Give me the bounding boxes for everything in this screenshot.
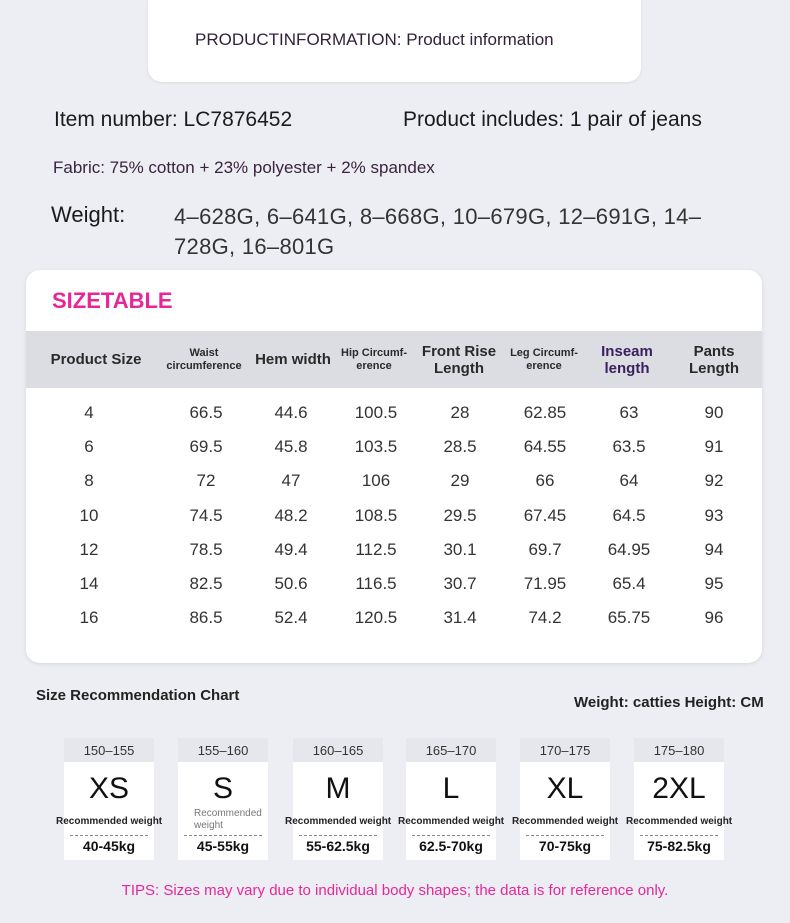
item-number: Item number: LC7876452 (54, 108, 293, 131)
table-cell: 100.5 (354, 403, 398, 423)
weight-label: Weight: (51, 202, 126, 227)
size-rec-box (285, 738, 392, 860)
table-cell: 69.5 (189, 437, 223, 457)
header-front-rise: Front Rise Length (421, 342, 497, 377)
table-cell: 45.8 (274, 437, 308, 457)
recommended-weight-label: Recommended weight (626, 816, 733, 827)
table-row (26, 533, 762, 567)
header-leg: Leg Circumf- erence (510, 346, 578, 372)
table-cell: 16 (79, 608, 99, 628)
table-cell: 91 (704, 437, 724, 457)
weight-values: 4–628G, 6–641G, 8–668G, 10–679G, 12–691G, 14–728G, 16–801G (174, 204, 702, 259)
height-range: 165–170 (406, 738, 496, 762)
table-cell: 108.5 (354, 505, 398, 525)
recommended-weight-value: 40-45kg (82, 838, 136, 854)
table-cell: 74.5 (189, 505, 223, 525)
size-rec-body (626, 762, 733, 860)
table-cell: 67.45 (523, 505, 567, 525)
table-cell: 66 (535, 471, 555, 491)
table-cell: 116.5 (355, 574, 397, 594)
tips-note: TIPS: Sizes may vary due to individual body shapes; the data is for reference only. (121, 882, 669, 899)
table-cell: 78.5 (189, 539, 223, 559)
size-rec-body (178, 762, 268, 860)
recommended-weight-label: Recommended weight (398, 816, 505, 827)
size-letter: M (325, 772, 351, 805)
size-rec-body (285, 762, 392, 860)
size-letter: 2XL (652, 772, 706, 805)
recommended-weight-label: Recommended weight (285, 816, 392, 827)
table-cell: 10 (79, 505, 99, 525)
dashed-divider (299, 835, 377, 836)
table-cell: 63 (619, 403, 639, 423)
table-cell: 62.85 (523, 403, 567, 423)
table-cell: 28.5 (443, 437, 477, 457)
size-letter: XL (546, 772, 584, 805)
table-cell: 6 (84, 437, 94, 457)
table-cell: 30.1 (443, 539, 477, 559)
table-cell: 95 (704, 574, 724, 594)
product-info-title: PRODUCTINFORMATION: Product information (195, 30, 554, 49)
table-cell: 4 (84, 403, 94, 423)
recommended-weight-label: Recommended weight (56, 816, 163, 827)
table-cell: 96 (704, 608, 724, 628)
height-range: 175–180 (634, 738, 724, 762)
height-range: 150–155 (64, 738, 154, 762)
size-table-body (26, 396, 762, 635)
table-cell: 86.5 (189, 608, 223, 628)
table-cell: 29.5 (443, 505, 477, 525)
size-table-header (26, 331, 762, 388)
dashed-divider (526, 835, 604, 836)
table-cell: 69.7 (528, 539, 562, 559)
table-row (26, 464, 762, 498)
size-letter: S (212, 772, 233, 805)
size-rec-box (178, 738, 268, 860)
table-cell: 65.75 (607, 608, 651, 628)
fabric-info: Fabric: 75% cotton + 23% polyester + 2% spandex (53, 158, 435, 177)
table-cell: 112.5 (355, 539, 397, 559)
table-row (26, 499, 762, 533)
header-product-size: Product Size (50, 351, 142, 368)
size-rec-body (56, 762, 163, 860)
table-row (26, 430, 762, 464)
table-cell: 52.4 (274, 608, 308, 628)
size-letter: XS (88, 772, 130, 805)
table-cell: 64 (619, 471, 639, 491)
table-cell: 47 (281, 471, 301, 491)
table-cell: 44.6 (274, 403, 308, 423)
table-cell: 29 (450, 471, 470, 491)
table-cell: 48.2 (274, 505, 308, 525)
size-rec-box (512, 738, 619, 860)
recommended-weight-label: Recommended weight (512, 816, 619, 827)
table-cell: 49.4 (274, 539, 308, 559)
recommendation-units: Weight: catties Height: CM (574, 694, 764, 711)
header-hem-width: Hem width (255, 351, 331, 368)
table-cell: 90 (704, 403, 724, 423)
recommended-weight-value: 45-55kg (196, 838, 250, 854)
dashed-divider (184, 835, 262, 836)
table-cell: 64.55 (523, 437, 567, 457)
product-info-card (148, 0, 641, 82)
table-cell: 74.2 (528, 608, 562, 628)
table-cell: 64.5 (612, 505, 646, 525)
table-cell: 14 (79, 574, 99, 594)
recommended-weight-value: 70-75kg (538, 838, 592, 854)
table-cell: 72 (196, 471, 216, 491)
size-rec-body (512, 762, 619, 860)
dashed-divider (412, 835, 490, 836)
header-pants-length: Pants Length (689, 342, 739, 377)
recommended-weight-value: 62.5-70kg (419, 838, 483, 854)
dashed-divider (640, 835, 718, 836)
table-cell: 50.6 (274, 574, 308, 594)
header-hip: Hip Circumf- erence (341, 346, 407, 372)
table-cell: 28 (450, 403, 470, 423)
table-cell: 92 (704, 471, 724, 491)
table-cell: 93 (704, 505, 724, 525)
table-row (26, 567, 762, 601)
table-row (26, 396, 762, 430)
size-rec-body (398, 762, 505, 860)
recommended-weight-value: 55-62.5kg (306, 838, 370, 854)
table-cell: 12 (79, 539, 99, 559)
height-range: 155–160 (178, 738, 268, 762)
table-cell: 120.5 (354, 608, 398, 628)
recommended-weight-value: 75-82.5kg (647, 838, 711, 854)
recommended-weight-label: Recommended weight (194, 808, 262, 831)
height-range: 170–175 (520, 738, 610, 762)
size-table-title: SIZETABLE (52, 288, 173, 313)
table-cell: 64.95 (607, 539, 651, 559)
dashed-divider (70, 835, 148, 836)
size-table-card (26, 270, 762, 663)
table-cell: 103.5 (354, 437, 398, 457)
recommendation-title: Size Recommendation Chart (36, 687, 240, 704)
table-cell: 66.5 (189, 403, 223, 423)
table-cell: 71.95 (523, 574, 567, 594)
product-includes: Product includes: 1 pair of jeans (403, 108, 702, 131)
header-waist: Waist circumference (166, 346, 242, 372)
table-cell: 30.7 (443, 574, 477, 594)
table-cell: 8 (84, 471, 94, 491)
table-cell: 31.4 (443, 608, 477, 628)
table-cell: 94 (704, 539, 724, 559)
height-range: 160–165 (293, 738, 383, 762)
table-cell: 82.5 (189, 574, 223, 594)
size-rec-box (56, 738, 163, 860)
table-cell: 106 (361, 471, 391, 491)
table-cell: 65.4 (612, 574, 646, 594)
size-rec-box (398, 738, 505, 860)
table-row (26, 601, 762, 635)
table-cell: 63.5 (612, 437, 646, 457)
size-letter: L (442, 772, 460, 805)
header-inseam: Inseam length (601, 342, 653, 377)
size-rec-box (626, 738, 733, 860)
